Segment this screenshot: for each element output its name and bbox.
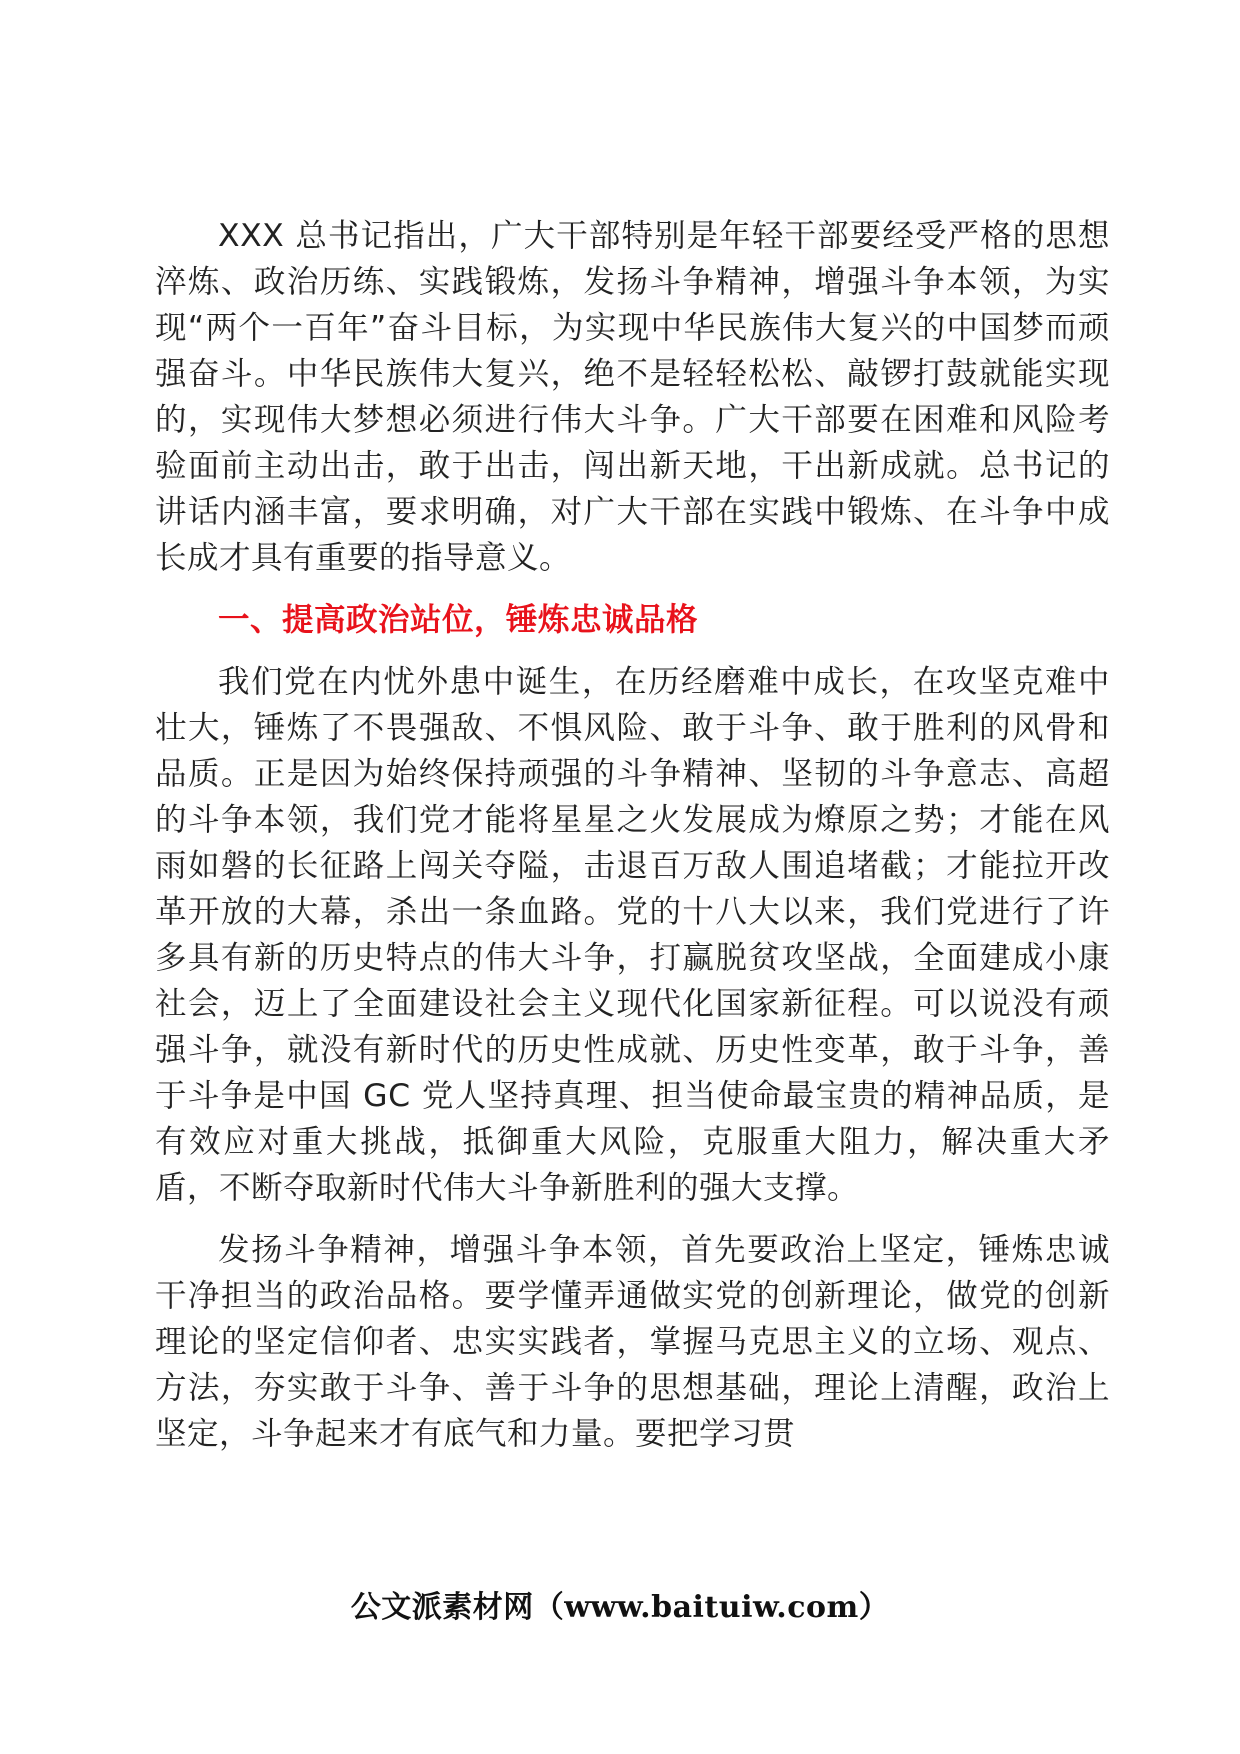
section-heading: 一、提高政治站位，锤炼忠诚品格 [218, 602, 699, 638]
section-paragraph-2: 发扬斗争精神，增强斗争本领，首先要政治上坚定，锤炼忠诚干净担当的政治品格。要学懂弄通做实党的创新理论，做党的创新理论的坚定信仰者、忠实实践者，掌握马克思主义的立场、观点、方法，夯实敢于斗争、善于斗争的思想基础，理论上清醒，政治上坚定，斗争起来才有底气和力量。要把学习贯 [155, 1232, 1110, 1452]
document-body [155, 213, 1110, 1473]
intro-paragraph: XXX 总书记指出，广大干部特别是年轻干部要经受严格的思想淬炼、政治历练、实践锻炼，发扬斗争精神，增强斗争本领，为实现“两个一百年”奋斗目标，为实现中华民族伟大复兴的中国梦而顽强奋斗。中华民族伟大复兴，绝不是轻轻松松、敲锣打鼓就能实现的，实现伟大梦想必须进行伟大斗争。广大干部要在困难和风险考验面前主动出击，敢于出击，闯出新天地，干出新成就。总书记的讲话内涵丰富，要求明确，对广大干部在实践中锻炼、在斗争中成长成才具有重要的指导意义。 [155, 218, 1110, 576]
section-paragraph-1: 我们党在内忧外患中诞生，在历经磨难中成长，在攻坚克难中壮大，锤炼了不畏强敌、不惧风险、敢于斗争、敢于胜利的风骨和品质。正是因为始终保持顽强的斗争精神、坚韧的斗争意志、高超的斗争本领，我们党才能将星星之火发展成为燎原之势；才能在风雨如磐的长征路上闯关夺隘，击退百万敌人围追堵截；才能拉开改革开放的大幕，杀出一条血路。党的十八大以来，我们党进行了许多具有新的历史特点的伟大斗争，打赢脱贫攻坚战，全面建成小康社会，迈上了全面建设社会主义现代化国家新征程。可以说没有顽强斗争，就没有新时代的历史性成就、历史性变革，敢于斗争，善于斗争是中国 GC 党人坚持真理、担当使命最宝贵的精神品质，是有效应对重大挑战，抵御重大风险，克服重大阻力，解决重大矛盾，不断夺取新时代伟大斗争新胜利的强大支撑。 [155, 664, 1110, 1206]
footer-source: 公文派素材网（www.baituiw.com） [350, 1590, 890, 1625]
